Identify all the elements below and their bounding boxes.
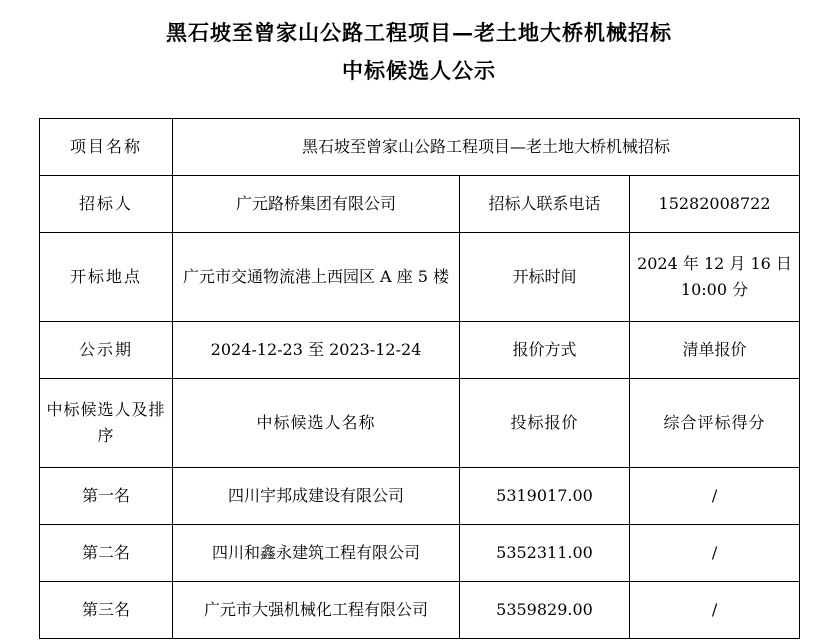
candidate-name: 四川和鑫永建筑工程有限公司	[173, 525, 460, 582]
candidate-rank-header: 中标候选人及排序	[40, 379, 173, 468]
table-row	[40, 322, 800, 379]
candidate-price: 5319017.00	[460, 468, 630, 525]
candidate-price-header: 投标报价	[460, 379, 630, 468]
project-name-label: 项目名称	[40, 119, 173, 176]
tenderer-phone-value: 15282008722	[630, 176, 800, 233]
tenderer-phone-label: 招标人联系电话	[460, 176, 630, 233]
quotation-method-label: 报价方式	[460, 322, 630, 379]
table-row	[40, 176, 800, 233]
table-row	[40, 582, 800, 639]
candidate-price: 5359829.00	[460, 582, 630, 639]
candidate-rank: 第三名	[40, 582, 173, 639]
candidate-score: /	[630, 468, 800, 525]
tenderer-value: 广元路桥集团有限公司	[173, 176, 460, 233]
candidate-score: /	[630, 582, 800, 639]
table-header-row	[40, 379, 800, 468]
table-row	[40, 233, 800, 322]
title-line-1: 黑石坡至曾家山公路工程项目—老土地大桥机械招标	[166, 20, 672, 45]
table-row	[40, 119, 800, 176]
table-row	[40, 525, 800, 582]
tenderer-label: 招标人	[40, 176, 173, 233]
bid-opening-place-value: 广元市交通物流港上西园区 A 座 5 楼	[173, 233, 460, 322]
candidate-score: /	[630, 525, 800, 582]
bid-opening-time-label: 开标时间	[460, 233, 630, 322]
quotation-method-value: 清单报价	[630, 322, 800, 379]
candidate-price: 5352311.00	[460, 525, 630, 582]
document-title	[0, 0, 838, 90]
announcement-table-wrapper	[39, 118, 799, 639]
publicity-period-label: 公示期	[40, 322, 173, 379]
table-row	[40, 468, 800, 525]
announcement-table	[39, 118, 800, 639]
bid-opening-place-label: 开标地点	[40, 233, 173, 322]
bid-opening-time-value: 2024 年 12 月 16 日 10:00 分	[630, 233, 800, 322]
candidate-score-header: 综合评标得分	[630, 379, 800, 468]
candidate-rank: 第二名	[40, 525, 173, 582]
candidate-rank: 第一名	[40, 468, 173, 525]
title-line-2: 中标候选人公示	[342, 58, 496, 83]
project-name-value: 黑石坡至曾家山公路工程项目—老土地大桥机械招标	[173, 119, 800, 176]
publicity-period-value: 2024-12-23 至 2023-12-24	[173, 322, 460, 379]
candidate-name-header: 中标候选人名称	[173, 379, 460, 468]
candidate-name: 广元市大强机械化工程有限公司	[173, 582, 460, 639]
candidate-name: 四川宇邦成建设有限公司	[173, 468, 460, 525]
